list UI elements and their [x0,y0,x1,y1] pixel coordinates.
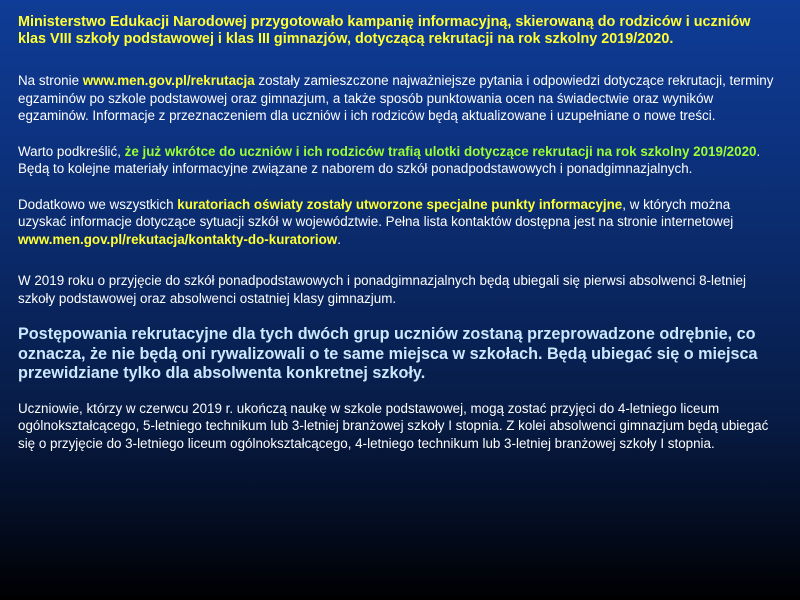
paragraph-text: Warto podkreślić, [18,143,125,159]
recruitment-link[interactable]: www.men.gov.pl/rekrutacja [82,73,255,88]
paragraph-text: Na stronie [18,73,83,88]
paragraph-text: . [337,231,341,247]
info-points-highlight: kuratoriach oświaty zostały utworzone specjalne punkty informacyjne [177,196,623,212]
paragraph-text: . Będą to kolejne materiały informacyjne związane z naborem do szkół ponadpodstawowych i ponadgimnazjalnych. [18,143,761,176]
paragraph-2019-candidates: W 2019 roku o przyjęcie do szkół ponadpodstawowych i ponadgimnazjalnych będą ubiegali się pierwsi absolwenci 8-letniej szkoły podstawowej oraz absolwenci ostatniej klasy gimnazjum. [18,273,746,306]
paragraph-text: Dodatkowo we wszystkich [18,196,178,212]
paragraph-text: zostały zamieszczone najważniejsze pytania i odpowiedzi dotyczące rekrutacji, terminy egzaminów po szkole podstawowej oraz gimnazjum, a także sposób punktowania ocen na świadectwie oraz wyników egzaminów. Informacje z przeznaczeniem dla uczniów i ich rodziców będą aktualizowane i uzupełniane o nowe treści. [18,73,774,123]
emphasized-paragraph-separate-procedures: Postępowania rekrutacyjne dla tych dwóch grup uczniów zostaną przeprowadzone odrębnie, co oznacza, że nie będą oni rywalizowali o te same miejsca w szkołach. Będą ubiegać się o miejsca przewidziane tylko dla absolwenta konkretnej szkoły. [18,325,758,382]
paragraph-info-points [18,196,778,249]
paragraph-school-options: Uczniowie, którzy w czerwcu 2019 r. ukończą naukę w szkole podstawowej, mogą zostać przyjęci do 4-letniego liceum ogólnokształcącego, 5-letniego technikum lub 3-letniej branżowej szkoły I stopnia. Z kolei absolwenci gimnazjum będą ubiegać się o przyjęcie do 3-letniego liceum ogólnokształcącego, 4-letniego technikum lub 3-letniej branżowej szkoły I stopnia. [18,400,769,451]
leaflets-highlight: że już wkrótce do uczniów i ich rodziców trafią ulotki dotyczące rekrutacji na rok szkolny 2019/2020 [124,143,757,159]
paragraph-leaflets [18,143,778,178]
paragraph-text: , w których można uzyskać informacje dotyczące sytuacji szkół w województwie. Pełna lista kontaktów dostępna jest na stronie internetowej [18,196,734,229]
contacts-link[interactable]: www.men.gov.pl/rekutacja/kontakty-do-kuratoriow [18,231,338,247]
slide-title: Ministerstwo Edukacji Narodowej przygotowało kampanię informacyjną, skierowaną do rodziców i uczniów klas VIII szkoły podstawowej i klas III gimnazjów, dotyczącą rekrutacji na rok szkolny 2019/2020. [18,14,751,47]
paragraph-recruitment-website [18,72,778,125]
